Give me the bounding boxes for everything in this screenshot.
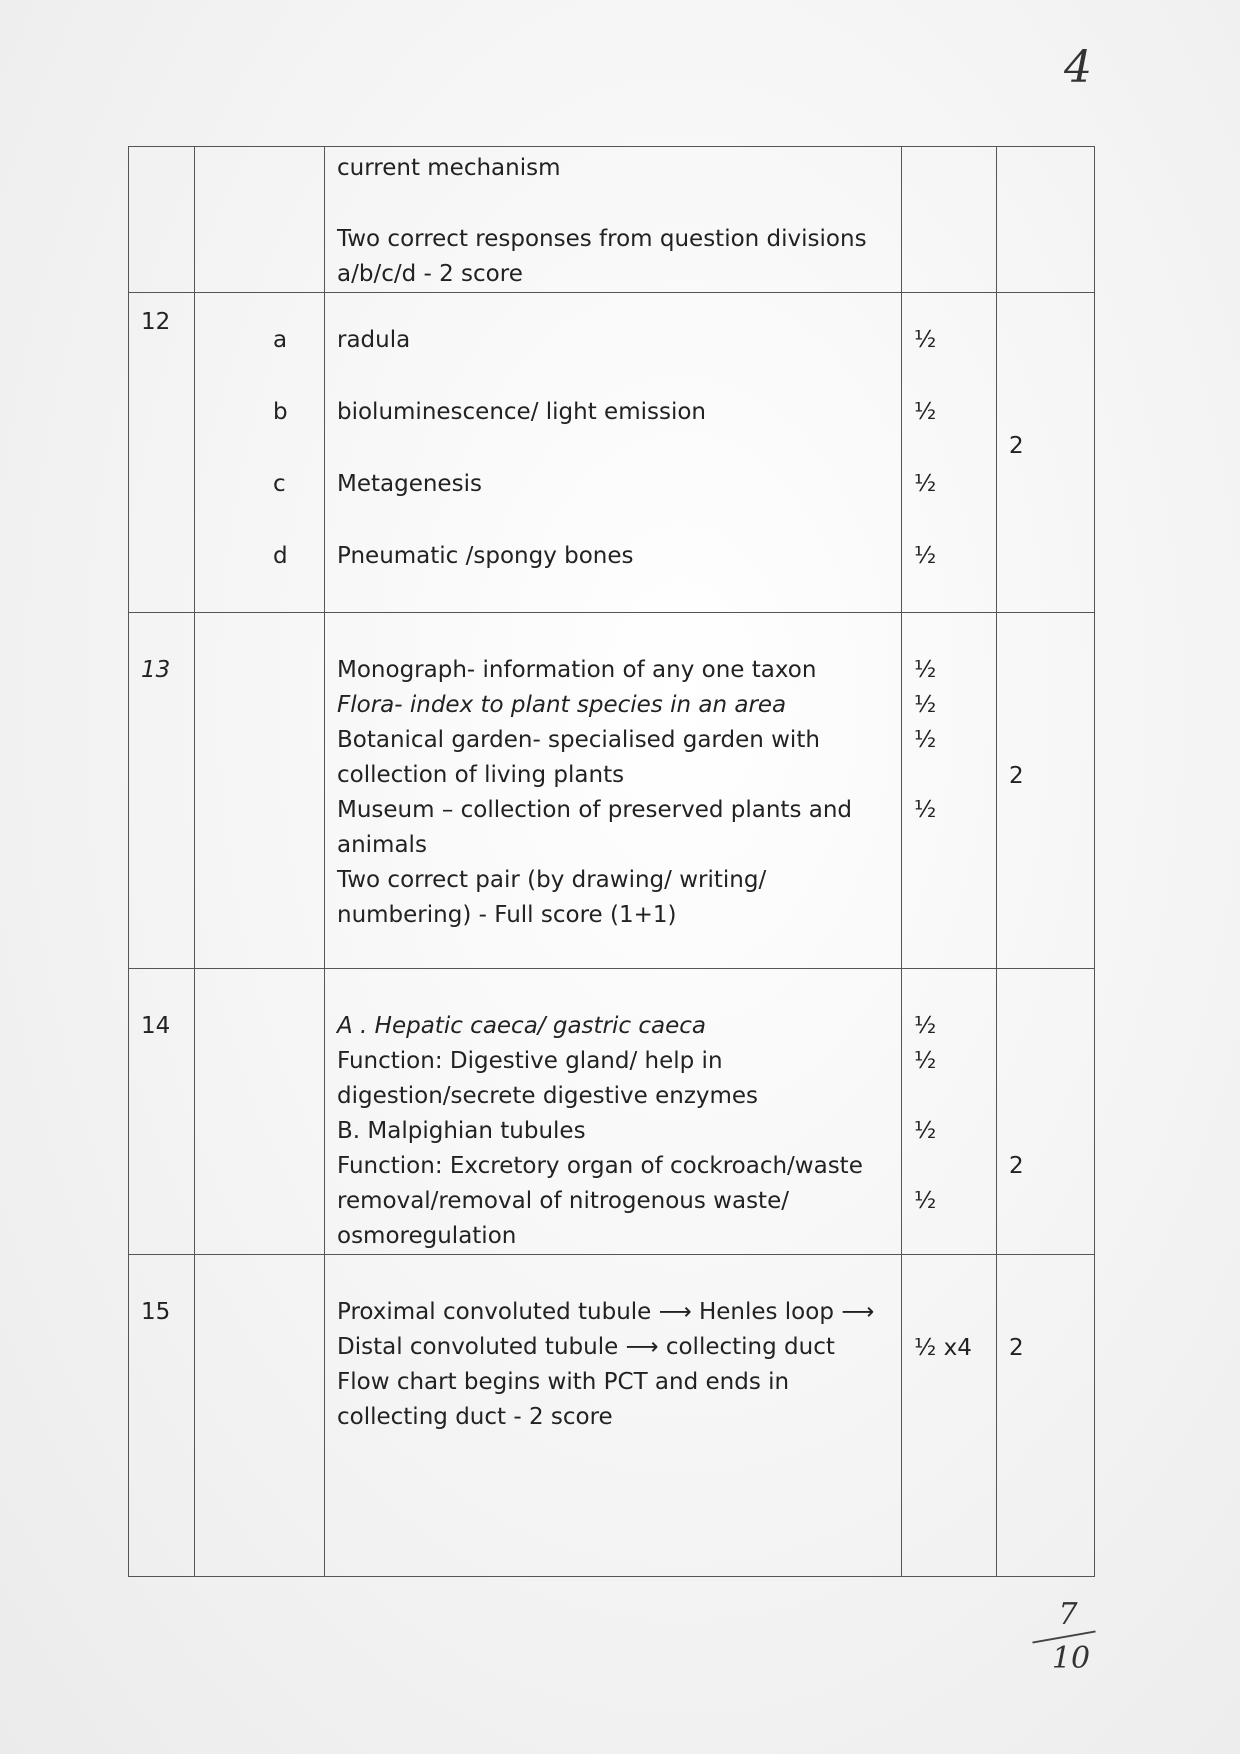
answer-line: Metagenesis [337, 471, 482, 497]
answer-cell [325, 147, 902, 293]
answer-line: animals [337, 832, 427, 858]
answer-line: numbering) - Full score (1+1) [337, 902, 677, 928]
table-row [129, 293, 1095, 613]
sub-part-cell [195, 613, 325, 969]
arrow-icon: ⟶ [658, 1299, 692, 1325]
answer-line: current mechanism [337, 155, 561, 181]
sub-part-cell [195, 969, 325, 1255]
sub-part-label: b [273, 399, 288, 425]
marks-cell [902, 147, 997, 293]
sub-part-cell [195, 1255, 325, 1577]
sub-part-label: d [273, 543, 288, 569]
answer-line: Flora- index to plant species in an area [337, 692, 787, 718]
answer-line: removal/removal of nitrogenous waste/ [337, 1188, 789, 1214]
total-score: 2 [997, 293, 1095, 613]
sub-part-label: c [273, 471, 286, 497]
mark-value: ½ [914, 543, 937, 569]
flow-line [337, 1295, 889, 1330]
answer-line: B. Malpighian tubules [337, 1118, 586, 1144]
mark-value: ½ [914, 327, 937, 353]
sub-part-cell [195, 147, 325, 293]
mark-value: ½ [914, 1118, 937, 1144]
flow-step: Henles loop [698, 1299, 834, 1325]
answer-cell [325, 613, 902, 969]
mark-value: ½ [914, 399, 937, 425]
mark-value: ½ [914, 692, 937, 718]
question-number: 15 [129, 1255, 195, 1577]
handwritten-fraction [1032, 1597, 1096, 1676]
answer-line: Museum – collection of preserved plants and [337, 797, 853, 823]
answer-line: Monograph- information of any one taxon [337, 657, 817, 683]
answer-line: A . Hepatic caeca/ gastric caeca [337, 1013, 706, 1039]
flow-step: collecting duct [665, 1334, 835, 1360]
marks-cell [902, 969, 997, 1255]
answer-cell [325, 969, 902, 1255]
answer-line: Botanical garden- specialised garden with [337, 727, 820, 753]
marks-cell [902, 613, 997, 969]
page-number: 4 [1064, 42, 1092, 93]
total-score: 2 [997, 969, 1095, 1255]
answer-cell [325, 1255, 902, 1577]
answer-line: digestion/secrete digestive enzymes [337, 1083, 759, 1109]
fraction-numerator: 7 [1058, 1597, 1078, 1632]
mark-value: ½ x4 [914, 1335, 972, 1361]
mark-value: ½ [914, 727, 937, 753]
answer-line: Two correct responses from question divisions [337, 226, 867, 252]
mark-value: ½ [914, 797, 937, 823]
answer-key-table [128, 146, 1095, 1577]
total-score: 2 [997, 613, 1095, 969]
answer-line: bioluminescence/ light emission [337, 399, 706, 425]
total-score: 2 [997, 1255, 1095, 1577]
total-cell [997, 147, 1095, 293]
answer-line: Function: Excretory organ of cockroach/waste [337, 1153, 863, 1179]
answer-line: Two correct pair (by drawing/ writing/ [337, 867, 767, 893]
fraction-denominator: 10 [1051, 1641, 1091, 1676]
table-row [129, 969, 1095, 1255]
flow-step: Distal convoluted tubule [337, 1334, 619, 1360]
mark-value: ½ [914, 1013, 937, 1039]
table-row [129, 147, 1095, 293]
mark-value: ½ [914, 471, 937, 497]
marks-cell [902, 1255, 997, 1577]
answer-line: osmoregulation [337, 1223, 517, 1249]
answer-line: Flow chart begins with PCT and ends in [337, 1369, 790, 1395]
answer-cell [325, 293, 902, 613]
answer-line: radula [337, 327, 411, 353]
marks-cell [902, 293, 997, 613]
mark-value: ½ [914, 657, 937, 683]
answer-line: Pneumatic /spongy bones [337, 543, 634, 569]
sub-part-cell [195, 293, 325, 613]
table-row [129, 1255, 1095, 1577]
question-number-cell [129, 147, 195, 293]
answer-line: collecting duct - 2 score [337, 1404, 613, 1430]
question-number: 13 [129, 613, 195, 969]
flow-step: Proximal convoluted tubule [337, 1299, 652, 1325]
arrow-icon: ⟶ [841, 1299, 875, 1325]
mark-value: ½ [914, 1188, 937, 1214]
mark-value: ½ [914, 1048, 937, 1074]
question-number: 14 [129, 969, 195, 1255]
answer-line: Function: Digestive gland/ help in [337, 1048, 723, 1074]
table-row [129, 613, 1095, 969]
sub-part-label: a [273, 327, 288, 353]
question-number: 12 [129, 293, 195, 613]
answer-line: collection of living plants [337, 762, 625, 788]
answer-line: a/b/c/d - 2 score [337, 261, 523, 287]
flow-line [337, 1330, 889, 1365]
arrow-icon: ⟶ [625, 1334, 659, 1360]
